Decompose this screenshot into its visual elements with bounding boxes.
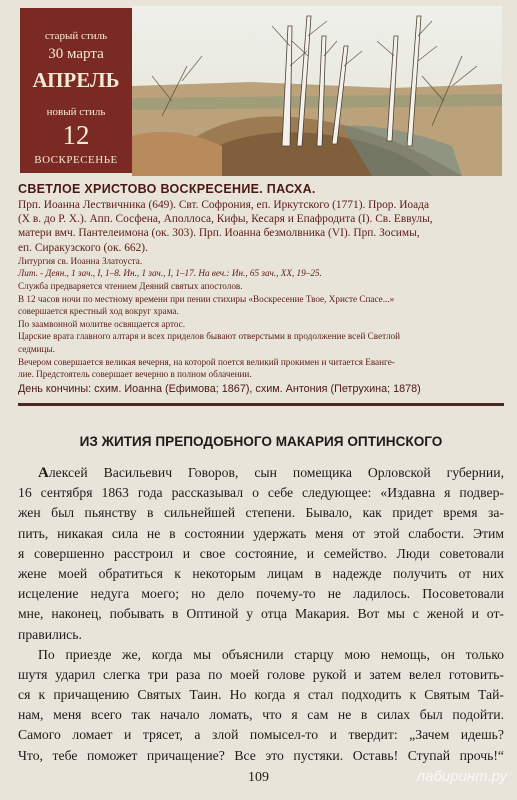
service-note: Вечером совершается великая вечерня, на которой поется великий прокимен и читается Еванге-	[18, 356, 395, 367]
text-line: По приезде же, когда мы объяснили старцу мою немощь, он только	[38, 646, 504, 662]
calendar-block	[20, 8, 132, 173]
text-line: ся к причащению Святых Таин. Но когда я стал подходить к Святым Тай-	[18, 687, 504, 703]
saints-line: Прп. Иоанна Лествичника (649). Свт. Софрония, еп. Иркутского (1771). Прор. Иоада	[18, 199, 430, 211]
saints-line: еп. Сиракузского (ок. 662).	[18, 241, 148, 254]
saints-line: матери вмч. Пантелеимона (ок. 303). Прп. Иоанна безмолвника (VI). Прп. Зосимы,	[18, 227, 420, 240]
text-line	[18, 463, 504, 483]
old-style-date: 30 марта	[48, 46, 104, 62]
article-title: ИЗ ЖИТИЯ ПРЕПОДОБНОГО МАКАРИЯ ОПТИНСКОГО	[79, 434, 443, 449]
day-number: 12	[62, 120, 90, 150]
text-line: жене моей обратиться к некоторым лицам в надежде получить от них	[18, 565, 504, 581]
feast-section	[18, 182, 504, 395]
service-note: лие. Предстоятель совершает вечерню в полном облачении.	[18, 369, 252, 380]
text-line: мне, наконец, побывать в Оптиной у отца Макария. Вот мы с женой и от-	[18, 606, 504, 622]
service-note: совершается крестный ход вокруг храма.	[18, 306, 179, 317]
service-note: Служба предваряется чтением Деяний святых апостолов.	[18, 281, 243, 291]
text-line: я совершенно расстроил и свое состояние, и семейство. Люди советовали	[18, 545, 504, 561]
landscape-illustration	[132, 6, 502, 176]
text-line: пить, никакая сила не в состоянии удержать меня от этой слабости. Этим	[18, 525, 504, 541]
drop-letter: А	[38, 465, 49, 481]
service-note: В 12 часов ночи по местному времени при пении стихиры «Воскресение Твое, Христе Спасе...»	[18, 293, 395, 304]
new-style-label: новый стиль	[46, 106, 106, 118]
readings-note: Лит. - Деян., 1 зач., I, 1–8. Ин., 1 зач., I, 1–17. На веч.: Ин., 65 зач., XX, 19–25.	[18, 268, 322, 279]
feast-title: СВЕТЛОЕ ХРИСТОВО ВОСКРЕСЕНИЕ. ПАСХА.	[18, 182, 316, 196]
text-line: шутя ударил слегка три раза по моей голове рукой и затем велел готовить-	[18, 666, 504, 682]
service-note: седмицы.	[18, 343, 55, 354]
text-line: 16 сентября 1863 года рассказывал о себе следующее: «Издавна я подвер-	[18, 485, 504, 501]
text-line: жен был пьянству в сильнейшей степени. Бывало, как придет время за-	[18, 505, 504, 521]
section-divider	[18, 403, 504, 406]
saints-line: (Х в. до Р. Х.). Апп. Сосфена, Аполлоса, Кифы, Кесаря и Епафродита (I). Св. Еввулы,	[18, 213, 433, 226]
article-body	[18, 463, 504, 766]
service-note: По заамвонной молитве освящается артос.	[18, 318, 186, 329]
page-number: 109	[248, 770, 269, 785]
text-line: нам, меня всего так начало ломать, что я сам не в силах был подойти.	[18, 707, 504, 723]
text-line: Что, тебе поможет причащение? Все это пустяки. Оставь! Ступай прочь!“	[18, 747, 504, 763]
month: АПРЕЛЬ	[32, 68, 120, 92]
first-line-text: лексей Васильевич Говоров, сын помещика Орловской губернии,	[48, 465, 504, 480]
text-line: исцеление недуга моего; но дело почему-то не ладилось. Посоветовали	[18, 586, 504, 602]
weekday: ВОСКРЕСЕНЬЕ	[34, 154, 118, 166]
watermark: лабиринт.ру	[416, 768, 507, 785]
text-line: Самого ломает и трясет, а злой помысел-то и твердит: „Зачем идешь?	[18, 727, 504, 743]
old-style-label: старый стиль	[44, 30, 108, 42]
death-day-note: День кончины: схим. Иоанна (Ефимова; 1867), схим. Антония (Петрухина; 1878)	[18, 382, 421, 395]
liturgy-note: Литургия св. Иоанна Златоуста.	[18, 255, 143, 266]
text-line: правились.	[18, 626, 82, 642]
service-note: Царские врата главного алтаря и всех приделов бывают отверстыми в продолжение всей Светлой	[18, 331, 401, 342]
